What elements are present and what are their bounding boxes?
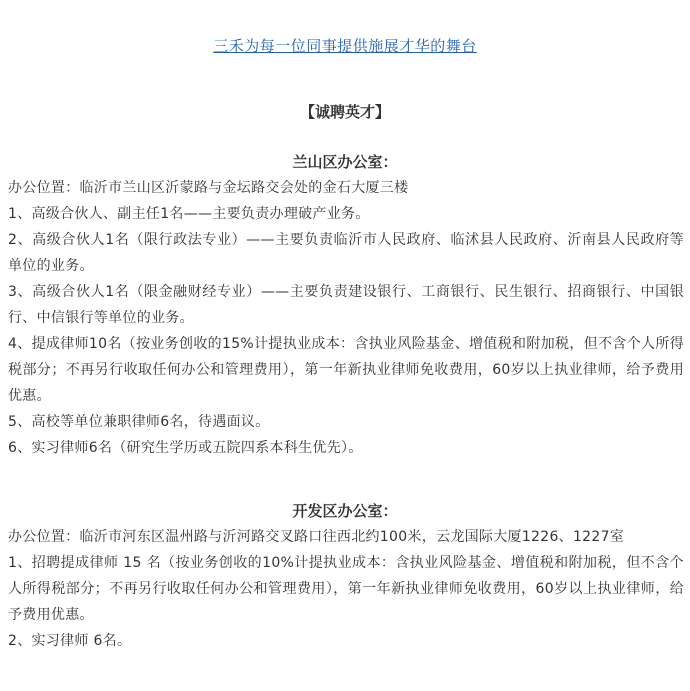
- kaifa-office-block: [8, 524, 684, 654]
- lanshan-item-4: 4、提成律师10名（按业务创收的15%计提执业成本：含执业风险基金、增值税和附加税，但不含个人所得税部分；不再另行收取任何办公和管理费用），第一年新执业律师免收费用，60岁以上执业律师，给予费用优惠。: [8, 336, 684, 404]
- lanshan-item-1: 1、高级合伙人、副主任1名——主要负责办理破产业务。: [8, 206, 370, 222]
- lanshan-item-6: 6、实习律师6名（研究生学历或五院四系本科生优先）。: [8, 440, 363, 456]
- lanshan-office-block: [8, 175, 684, 461]
- lanshan-office-title: 兰山区办公室：: [292, 153, 398, 171]
- kaifa-item-2: 2、实习律师 6名。: [8, 633, 132, 649]
- lanshan-item-3: 3、高级合伙人1名（限金融财经专业）——主要负责建设银行、工商银行、民生银行、招商银行、中国银行、中信银行等单位的业务。: [8, 284, 684, 326]
- lanshan-address: 办公位置：临沂市兰山区沂蒙路与金坛路交会处的金石大厦三楼: [8, 180, 409, 196]
- header-link[interactable]: 三禾为每一位同事提供施展才华的舞台: [213, 37, 477, 55]
- lanshan-item-5: 5、高校等单位兼职律师6名，待遇面议。: [8, 414, 270, 430]
- kaifa-address: 办公位置：临沂市河东区温州路与沂河路交叉路口往西北约100米，云龙国际大厦1226、1227室: [8, 529, 625, 545]
- section-title: 【诚聘英才】: [299, 103, 390, 121]
- kaifa-item-1: 1、招聘提成律师 15 名（按业务创收的10%计提执业成本：含执业风险基金、增值税和附加税，但不含个人所得税部分；不再另行收取任何办公和管理费用），第一年新执业律师免收费用，60岁以上执业律师，给予费用优惠。: [8, 555, 684, 623]
- lanshan-item-2: 2、高级合伙人1名（限行政法专业）——主要负责临沂市人民政府、临沭县人民政府、沂南县人民政府等单位的业务。: [8, 232, 684, 274]
- kaifa-office-title: 开发区办公室：: [292, 502, 398, 520]
